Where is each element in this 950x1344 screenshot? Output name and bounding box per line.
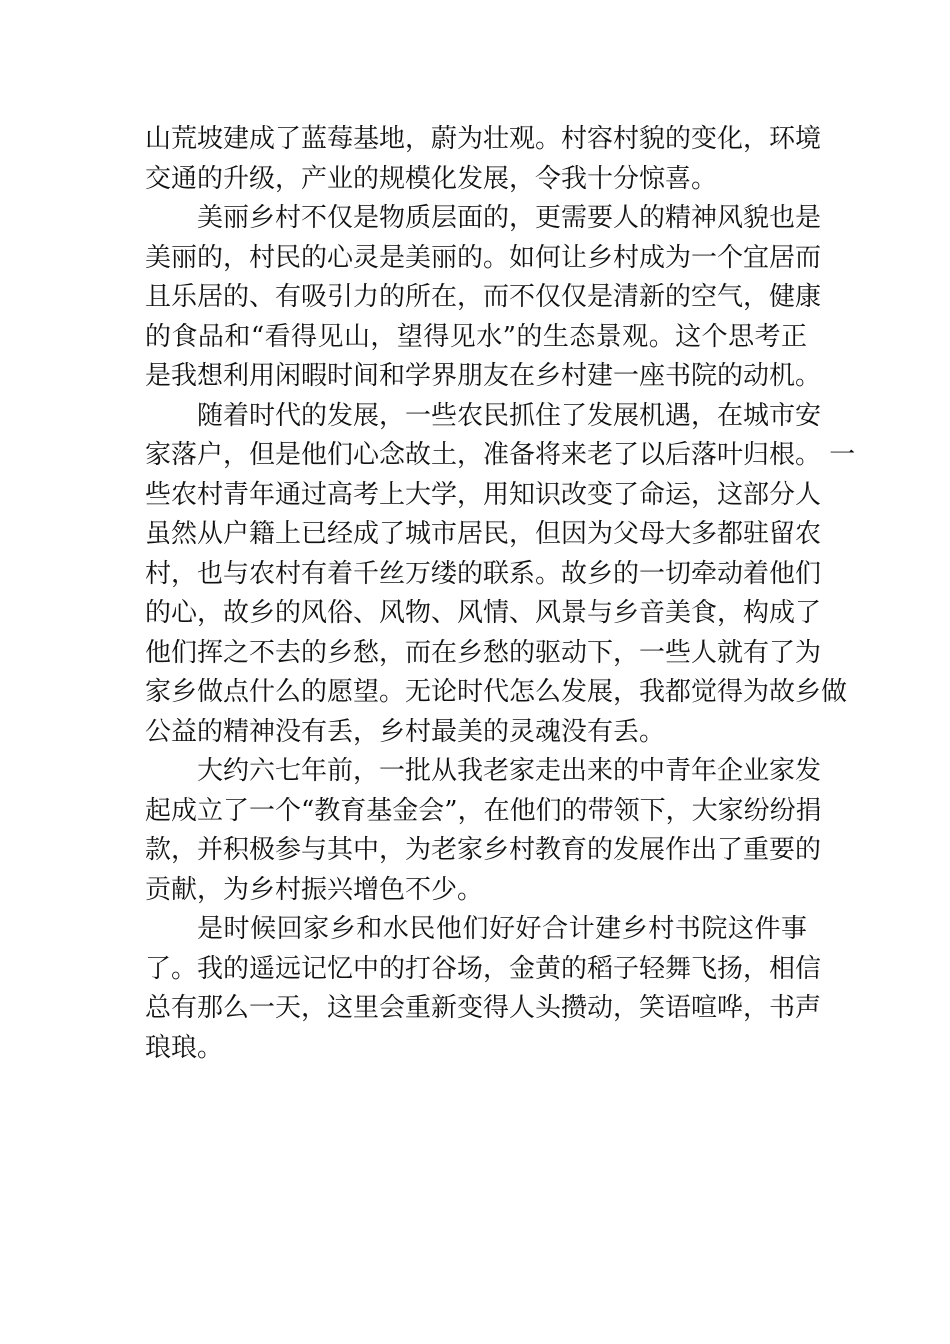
text-line: 起成立了一个“教育基金会”，在他们的带领下，大家纷纷捐 <box>145 795 822 826</box>
text-line: 的心，故乡的风俗、风物、风情、风景与乡音美食，构成了 <box>145 598 822 628</box>
text-line: 总有那么一天，这里会重新变得人头攒动，笑语喧哗，书声 <box>145 993 822 1023</box>
text-line: 他们挥之不去的乡愁，而在乡愁的驱动下，一些人就有了为 <box>145 637 822 668</box>
text-line: 琅琅。 <box>145 1032 224 1063</box>
text-line: 村，也与农村有着千丝万缕的联系。故乡的一切牵动着他们 <box>145 558 822 589</box>
text-line: 山荒坡建成了蓝莓基地，蔚为壮观。村容村貌的变化，环境 <box>145 124 822 154</box>
text-line: 是我想利用闲暇时间和学界朋友在乡村建一座书院的动机。 <box>145 361 822 391</box>
paragraph-4 <box>145 752 822 910</box>
text-line: 且乐居的、有吸引力的所在，而不仅仅是清新的空气，健康 <box>145 282 822 312</box>
text-line: 是时候回家乡和水民他们好好合计建乡村书院这件事 <box>197 914 807 944</box>
text-line: 贡献，为乡村振兴增色不少。 <box>145 874 484 905</box>
text-line: 大约六七年前，一批从我老家走出来的中青年企业家发 <box>197 756 822 786</box>
paragraph-3 <box>145 397 856 753</box>
paragraph-5 <box>145 910 822 1068</box>
text-line: 交通的升级，产业的规模化发展，令我十分惊喜。 <box>145 163 718 194</box>
document-body <box>145 120 856 1068</box>
text-line: 的食品和“看得见山，望得见水”的生态景观。这个思考正 <box>145 321 807 352</box>
text-line: 了。我的遥远记忆中的打谷场，金黄的稻子轻舞飞扬，相信 <box>145 953 822 984</box>
text-line: 款，并积极参与其中，为老家乡村教育的发展作出了重要的 <box>145 835 822 865</box>
paragraph-2 <box>145 199 822 397</box>
paragraph-1 <box>145 120 822 199</box>
text-line: 美丽的，村民的心灵是美丽的。如何让乡村成为一个宜居而 <box>145 242 822 273</box>
text-line: 虽然从户籍上已经成了城市居民，但因为父母大多都驻留农 <box>145 519 822 549</box>
text-line: 家乡做点什么的愿望。无论时代怎么发展，我都觉得为故乡做 <box>145 677 848 707</box>
text-line: 公益的精神没有丢，乡村最美的灵魂没有丢。 <box>145 716 666 747</box>
text-line: 些农村青年通过高考上大学，用知识改变了命运，这部分人 <box>145 479 822 510</box>
text-line: 随着时代的发展，一些农民抓住了发展机遇，在城市安 <box>197 400 822 431</box>
text-line: 美丽乡村不仅是物质层面的，更需要人的精神风貌也是 <box>197 203 822 233</box>
text-line: 家落户，但是他们心念故土，准备将来老了以后落叶归根。 一 <box>145 440 856 470</box>
